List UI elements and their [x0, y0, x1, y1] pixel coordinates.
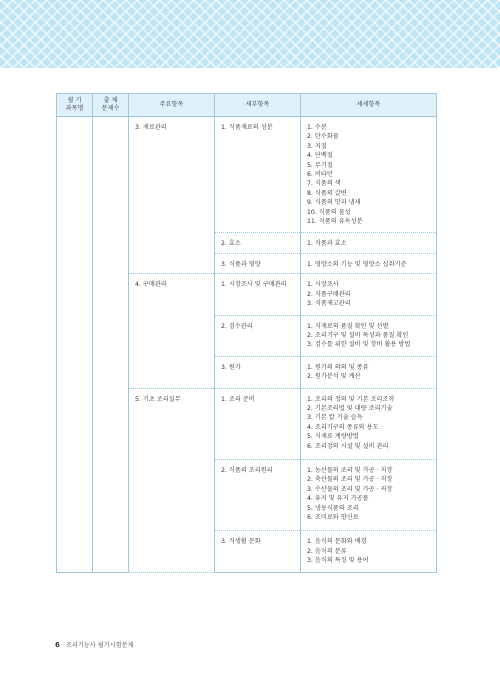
list-item: 2. 원가분석 및 계산 — [307, 373, 361, 381]
list-item: 2. 음식의 분류 — [307, 547, 347, 555]
list-item: 2. 조리기구 및 설비 특성과 품질 확인 — [307, 331, 409, 339]
table-header-row — [57, 94, 437, 117]
sub-detail-cell — [301, 253, 437, 273]
list-item: 1. 조리의 정의 및 기본 조리조작 — [307, 395, 395, 403]
major-item-cell: 5. 기초 조리실무 — [129, 388, 215, 572]
list-item: 6. 조리장의 시설 및 설비 관리 — [307, 442, 389, 450]
page-number: 6 — [55, 641, 60, 649]
list-item: 4. 유지 및 유지 가공품 — [307, 495, 369, 503]
list-item: 2. 탄수화물 — [307, 133, 339, 141]
list-item: 1. 시장조사 — [307, 281, 339, 289]
list-item: 5. 무기질 — [307, 161, 333, 169]
detail-item-cell: 1. 식품재료의 성분 — [215, 117, 301, 233]
detail-item-cell: 3. 식품과 영양 — [215, 253, 301, 273]
list-item: 2. 축산물의 조리 및 가공 · 저장 — [307, 476, 393, 484]
table-row — [57, 117, 437, 233]
question-count-cell — [93, 117, 129, 573]
list-item: 3. 수산물의 조리 및 가공 · 저장 — [307, 485, 393, 493]
header-subject — [57, 94, 93, 117]
detail-item-cell: 2. 식품의 조리원리 — [215, 459, 301, 530]
list-item: 4. 단백질 — [307, 152, 333, 160]
sub-detail-cell — [301, 315, 437, 356]
list-item: 11. 식품의 유독성분 — [307, 218, 363, 226]
detail-item-cell: 1. 시장조사 및 구매관리 — [215, 274, 301, 315]
detail-item-cell: 2. 검수관리 — [215, 315, 301, 356]
header-banner — [0, 0, 500, 68]
sub-detail-cell — [301, 356, 437, 388]
sub-detail-cell — [301, 274, 437, 315]
header-subject-line2: 과목명 — [65, 105, 84, 112]
list-item: 1. 식품과 효소 — [307, 240, 347, 248]
list-item: 1. 농산물의 조리 및 가공 · 저장 — [307, 466, 393, 474]
header-sub-detail-item: 세세항목 — [301, 94, 437, 117]
list-item: 2. 기본조리법 및 대량 조리기술 — [307, 404, 393, 412]
header-detail-item: 세부항목 — [215, 94, 301, 117]
list-item: 5. 식재료 계량방법 — [307, 433, 359, 441]
subject-cell — [57, 117, 93, 573]
list-item: 3. 지질 — [307, 142, 327, 150]
sub-detail-cell — [301, 388, 437, 459]
list-item: 3. 음식의 특징 및 용어 — [307, 557, 369, 565]
list-item: 9. 식품의 맛과 냄새 — [307, 199, 361, 207]
header-count-line1: 출 제 — [103, 96, 118, 104]
detail-item-cell: 2. 효소 — [215, 233, 301, 253]
header-count-line2: 문제수 — [101, 105, 120, 112]
list-item: 3. 검수를 위한 설비 및 장비 활용 방법 — [307, 341, 411, 349]
list-item: 1. 수분 — [307, 124, 327, 131]
list-item: 7. 식품의 색 — [307, 180, 341, 188]
sub-detail-cell — [301, 531, 437, 572]
sub-detail-cell — [301, 233, 437, 253]
major-item-cell: 3. 재료관리 — [129, 117, 215, 274]
book-title: 조리기능사 필기시험문제 — [65, 642, 134, 649]
list-item: 4. 조리기구의 종류와 용도 — [307, 423, 379, 431]
detail-item-cell: 1. 조리 준비 — [215, 388, 301, 459]
list-item: 10. 식품의 물성 — [307, 208, 351, 216]
list-item: 1. 식재료의 품질 확인 및 선별 — [307, 322, 389, 330]
header-question-count — [93, 94, 129, 117]
syllabus-table — [56, 93, 437, 573]
header-subject-line1: 필 기 — [67, 96, 82, 104]
list-item: 2. 식품구매관리 — [307, 290, 351, 298]
list-item: 5. 냉동식품의 조리 — [307, 504, 359, 512]
major-item-cell: 4. 구매관리 — [129, 274, 215, 388]
list-item: 1. 영양소의 기능 및 영양소 섭취기준 — [307, 260, 407, 268]
page-footer — [55, 640, 134, 649]
list-item: 8. 식품의 갈변 — [307, 189, 347, 197]
list-item: 1. 음식의 문화와 배경 — [307, 538, 367, 546]
detail-item-cell: 3. 원가 — [215, 356, 301, 388]
list-item: 3. 식품재고관리 — [307, 300, 351, 308]
detail-item-cell: 3. 식생활 문화 — [215, 531, 301, 572]
list-item: 6. 조미료와 향신료 — [307, 514, 359, 521]
list-item: 3. 기본 칼 기술 습득 — [307, 414, 363, 422]
sub-detail-cell — [301, 117, 437, 233]
list-item: 1. 원가의 의의 및 종류 — [307, 363, 369, 371]
list-item: 6. 비타민 — [307, 171, 333, 179]
sub-detail-cell — [301, 459, 437, 530]
header-major-item: 주요항목 — [129, 94, 215, 117]
